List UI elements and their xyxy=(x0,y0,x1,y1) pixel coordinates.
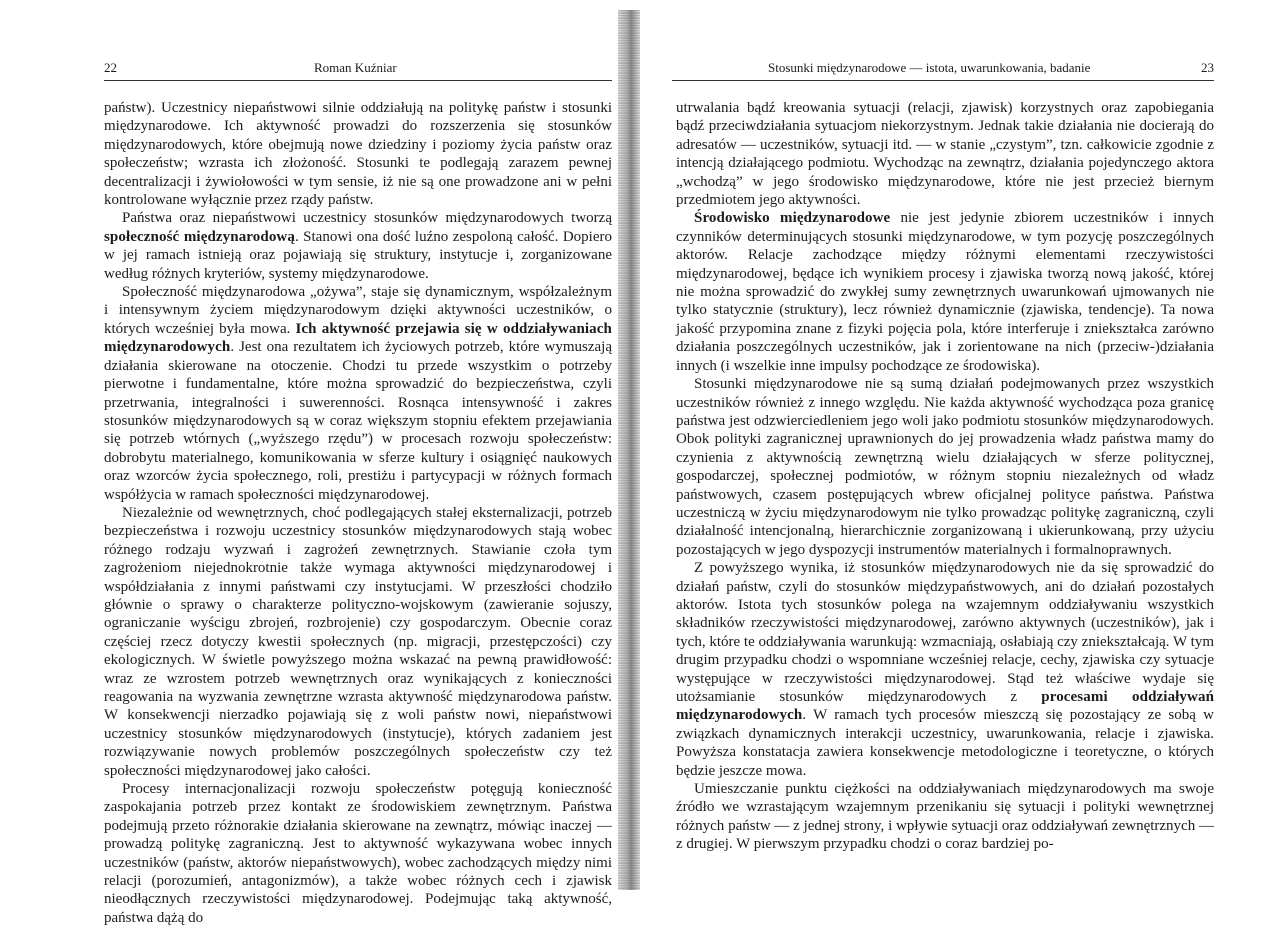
paragraph xyxy=(104,283,612,504)
paragraph xyxy=(676,559,1214,780)
text-run: Z powyższego wynika, iż stosunków międzynarodowych nie da się sprowadzić do działań państw, czyli do stosunków międzypaństwowych, ani do działań pozostałych aktorów. Istota tych stosunków polega na wzajemnym oddziaływaniu wszystkich składników rzeczywistości międzynarodowej, zarówno aktywnych (uczestników), jak i tych, które te oddziaływania warunkują: wzmacniają, osłabiają czy zniekształcają. W tym drugim przypadku chodzi o wspomniane wcześniej relacje, cechy, zjawiska czy sytuacje występujące w rzeczywistości międzynarodowej. Stąd też właściwe wydaje się utożsamianie stosunków międzynarodowych z xyxy=(676,560,1214,705)
text-run: . Jest ona rezultatem ich życiowych potrzeb, które wymuszają działania skierowane na otoczenie. Chodzi tu przede wszystkim o potrzeby pierwotne i fundamentalne, które można sprowadzić do bezpieczeństwa, czyli przetrwania, integralności i suwerenności. Rosnąca intensywność i zakres stosunków międzynarodowych są w coraz większym stopniu efektem przejawiania się potrzeb wtórnych („wyższego rzędu”) w procesach rozwoju społeczeństw: dobrobytu materialnego, komunikowania w sferze kultury i osiągnięć naukowych oraz wzorców życia społecznego, roli, prestiżu i partycypacji w różnych formach współżycia w ramach społeczności międzynarodowej. xyxy=(104,339,612,503)
bold-term: społeczność międzynarodową xyxy=(104,228,295,245)
text-run: Stosunki międzynarodowe nie są sumą działań podejmowanych przez wszystkich uczestników również z innego względu. Nie każda aktywność wychodząca poza granicę państwa jest odzwierciedleniem jego woli jako podmiotu stosunków międzynarodowych. Obok polityki zagranicznej uprawnionych do jej prowadzenia władz państwa mamy do czynienia z aktywnością zewnętrzną wielu działających w sferze politycznej, gospodarczej, społecznej podmiotów, w różnym stopniu niezależnych od władz państwowych, czasem postępujących wbrew oficjalnej polityce państwa. Państwa uczestniczą w życiu międzynarodowym nie tylko prowadząc politykę zagraniczną, czyli działalność intencjonalną, hierarchicznie zorganizowaną i ukierunkowaną, przy użyciu pozostających w jego dyspozycji instrumentów materialnych i formalnoprawnych. xyxy=(676,376,1214,558)
bold-term: procesami oddziaływań międzynarodowych xyxy=(676,689,1215,724)
paragraph xyxy=(104,209,612,283)
paragraph xyxy=(676,780,1214,854)
left-page-number: 22 xyxy=(104,60,117,75)
paragraph xyxy=(104,504,612,780)
text-run: Umieszczanie punktu ciężkości na oddziaływaniach międzynarodowych ma swoje źródło we wzrastającym wzajemnym przenikaniu się sytuacji i polityki wewnętrznej różnych państw — z jednej strony, i wpływie sytuacji oraz oddziaływań zewnętrznych — z drugiej. W pierwszym przypadku chodzi o coraz bardziej po- xyxy=(676,781,1214,853)
bold-term: Ich aktywność przejawia się w oddziaływaniach międzynarodowych xyxy=(104,320,612,356)
text-run: państw). Uczestnicy niepaństwowi silnie oddziałują na politykę państw i stosunki międzynarodowe. Ich aktywność prowadzi do rozszerzenia się stosunków międzynarodowych, które obejmują nowe dziedziny i poziomy życia państw oraz społeczeństw; wzrasta ich złożoność. Stosunki te podlegają zarazem pewnej decentralizacji i żywiołowości w tym sensie, iż nie są one prowadzone ani w pełni kontrolowane wyłącznie przez rządy państw. xyxy=(104,100,612,209)
paragraph xyxy=(104,780,612,927)
right-page-body xyxy=(676,99,1214,854)
text-run: Procesy internacjonalizacji rozwoju społeczeństw potęgują konieczność zaspokajania potrzeb przez kontakt ze środowiskiem zewnętrznym. Państwa podejmują przeto różnorakie działania skierowane na zewnątrz, mówiąc inaczej — prowadzą politykę zagraniczną. Jest to aktywność wykazywana wobec innych uczestników (państw, aktorów niepaństwowych), wobec zachodzących między nimi relacji (porozumień, antagonizmów), a także wobec różnych cech i zjawisk nieodłącznych rzeczywistości międzynarodowej. Podejmując taką aktywność, państwa dążą do xyxy=(104,781,612,926)
right-header-title: Stosunki międzynarodowe — istota, uwarunkowania, badanie xyxy=(768,60,1091,75)
right-page-number: 23 xyxy=(1201,60,1214,75)
left-header-rule xyxy=(104,80,612,81)
bold-term: Środowisko międzynarodowe xyxy=(694,210,891,227)
text-run: Państwa oraz niepaństwowi uczestnicy stosunków międzynarodowych tworzą xyxy=(122,210,612,227)
left-page-body xyxy=(104,99,612,927)
paragraph xyxy=(676,375,1214,559)
text-run: utrwalania bądź kreowania sytuacji (relacji, zjawisk) korzystnych oraz zapobiegania bądź przeciwdziałania sytuacjom niekorzystnym. Jednak takie działania nie docierają do adresatów — uczestników, sytuacji itd. — w stanie „czystym”, tzn. całkowicie zgodnie z intencją działającego podmiotu. Wychodząc na zewnątrz, działania pojedynczego aktora „wchodzą” w jego środowisko międzynarodowe, które nie jest przecież biernym przedmiotem jego aktywności. xyxy=(676,100,1214,209)
paragraph xyxy=(676,209,1214,375)
text-run: nie jest jedynie zbiorem uczestników i innych czynników determinujących stosunki międzynarodowe, w tym pozycję poszczególnych aktorów. Relacje zachodzące między różnymi elementami rzeczywistości międzynarodowej, będące ich wynikiem procesy i zjawiska tworzą nową jakość, której nie można sprowadzić do zwykłej sumy zewnętrznych uwarunkowań ujmowanych nie tylko statycznie (struktury), lecz również dynamicznie (zjawiska, tendencje). Ta nowa jakość przypomina znane z fizyki pojęcia pola, które interferuje i zniekształca zarówno działania poszczególnych uczestników, jak i zorientowane na nich (przeciw-)działania innych (i wszelkie inne impulsy pochodzące ze środowiska). xyxy=(676,210,1214,374)
text-run: . Stanowi ona dość luźno zespoloną całość. Dopiero w jej ramach istnieją oraz pojawiają się struktury, instytucje i, zorganizowane według różnych kryteriów, systemy międzynarodowe. xyxy=(104,228,612,282)
right-page xyxy=(640,0,1262,894)
text-run: Społeczność międzynarodowa „ożywa”, staje się dynamicznym, współzależnym i intensywnym życiem międzynarodowym dzięki aktywności uczestników, o których wcześniej była mowa. xyxy=(104,284,612,337)
left-header-author: Roman Kuźniar xyxy=(314,60,397,75)
text-run: . W ramach tych procesów mieszczą się pozostający ze sobą w związkach dynamicznych interakcji uczestnicy, uwarunkowania, relacje i zjawiska. Powyższa konstatacja zawiera konsekwencje metodologiczne i teoretyczne, o których będzie jeszcze mowa. xyxy=(676,707,1214,779)
text-run: Niezależnie od wewnętrznych, choć podlegających stałej eksternalizacji, potrzeb bezpieczeństwa i rozwoju uczestnicy stosunków międzynarodowych stają wobec różnego rodzaju wyzwań i zagrożeń zewnętrznych. Stawianie czoła tym zagrożeniom niejednokrotnie także wymaga aktywności międzynarodowej i współdziałania z innymi państwami czy instytucjami. W przeszłości chodziło głównie o sprawy o charakterze polityczno-wojskowym (zawieranie sojuszy, ograniczanie wyścigu zbrojeń, rozbrojenie) czy gospodarczym. Obecnie coraz częściej rzecz dotyczy kwestii społecznych (np. migracji, przestępczości) czy ekologicznych. W świetle powyższego można wskazać na pewną prawidłowość: wraz ze wzrostem potrzeb wewnętrznych oraz wynikających z konieczności reagowania na wyzwania zewnętrzne wzrasta aktywność międzynarodowa państw. W konsekwencji nierzadko pojawiają się z woli państw nowi, niepaństwowi uczestnicy stosunków międzynarodowych (instytucje), których zadaniem jest rozwiązywanie nowych problemów poszczególnych społeczeństw czy też społeczności międzynarodowej jako całości. xyxy=(104,504,612,779)
paragraph xyxy=(104,99,612,209)
right-header-rule xyxy=(672,80,1214,81)
right-running-header xyxy=(672,60,1214,76)
paragraph xyxy=(676,99,1214,209)
left-running-header xyxy=(104,60,612,76)
